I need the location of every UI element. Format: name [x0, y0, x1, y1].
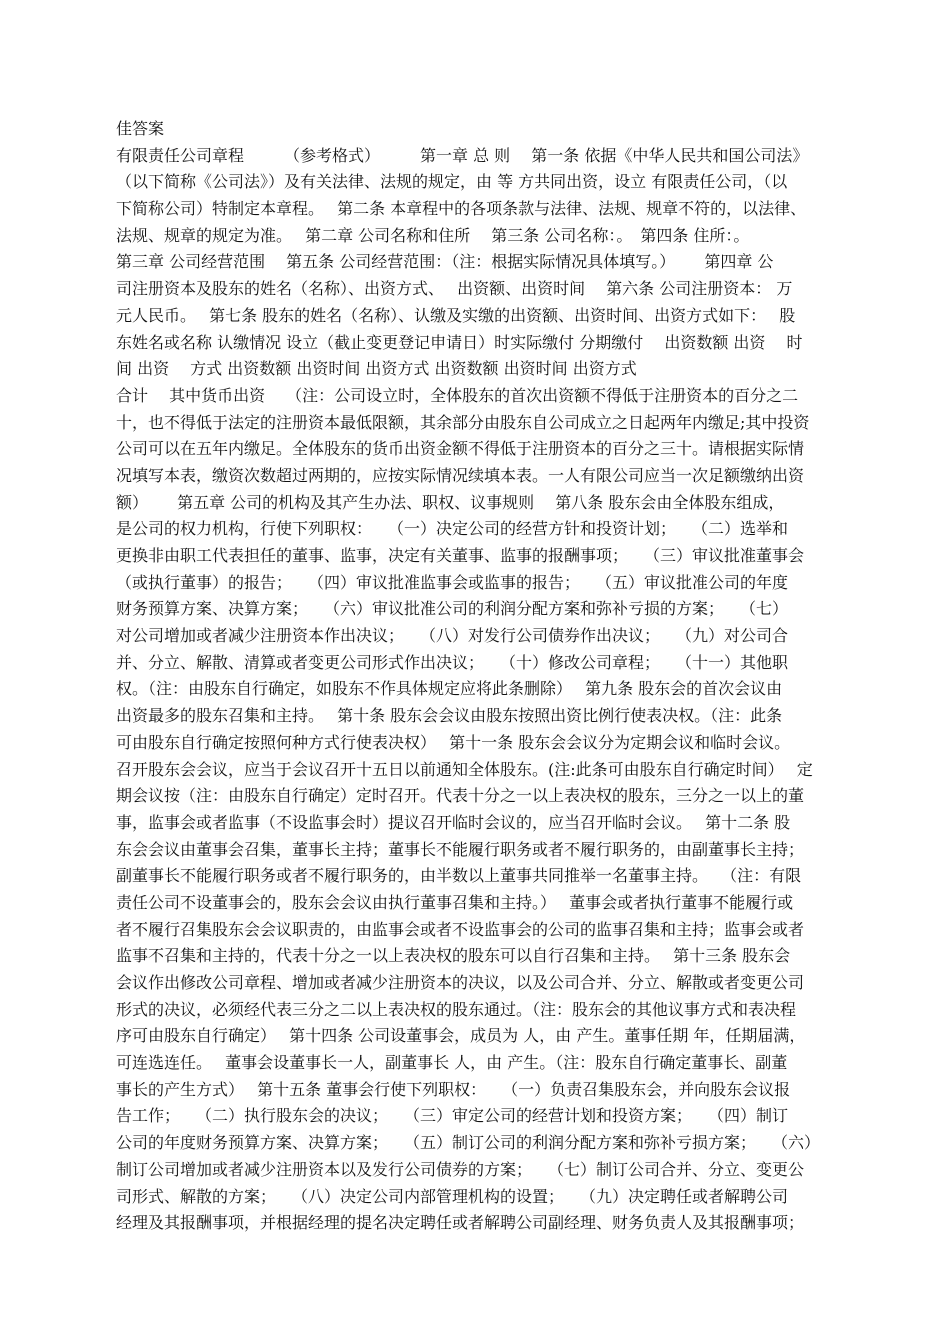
document-line: 额） 第五章 公司的机构及其产生办法、职权、议事规则 第八条 股东会由全体股东组成，	[116, 492, 785, 512]
document-line: 司形式、解散的方案； （八）决定公司内部管理机构的设置； （九）决定聘任或者解聘公司	[116, 1186, 789, 1206]
document-line: 会议作出修改公司章程、增加或者减少注册资本的决议，以及公司合并、分立、解散或者变更公司	[116, 973, 805, 992]
document-line: 况填写本表，缴资次数超过两期的，应按实际情况续填本表。一人有限公司应当一次足额缴纳出资	[116, 465, 805, 485]
document-line: 法规、规章的规定为准。 第二章 公司名称和住所 第三条 公司名称：。 第四条 住所：。	[116, 225, 750, 245]
document-line: 合计 其中货币出资 （注：公司设立时，全体股东的首次出资额不得低于注册资本的百分之二	[116, 385, 799, 405]
document-line: 下简称公司）特制定本章程。 第二条 本章程中的各项条款与法律、法规、规章不符的，以法律、	[116, 199, 807, 219]
document-line: 公司的年度财务预算方案、决算方案； （五）制订公司的利润分配方案和弥补亏损方案； （六）	[116, 1133, 821, 1153]
document-line: 并、分立、解散、清算或者变更公司形式作出决议； （十）修改公司章程； （十一）其他职	[116, 652, 789, 672]
document-line: 监事不召集和主持的，代表十分之一以上表决权的股东可以自行召集和主持。 第十三条 股东会	[116, 946, 791, 966]
document-line: 制订公司增加或者减少注册资本以及发行公司债券的方案； （七）制订公司合并、分立、变更公	[116, 1159, 805, 1179]
document-line: 告工作； （二）执行股东会的决议； （三）审定公司的经营计划和投资方案； （四）制订	[116, 1106, 789, 1126]
document-line: 可连选连任。 董事会设董事长一人，副董事长 人，由 产生。（注：股东自行确定董事长、副董	[116, 1053, 788, 1073]
document-line: 经理及其报酬事项，并根据经理的提名决定聘任或者解聘公司副经理、财务负责人及其报酬事项；	[116, 1213, 805, 1233]
document-line: 司注册资本及股东的姓名（名称）、出资方式、 出资额、出资时间 第六条 公司注册资本： 万	[116, 279, 793, 299]
document-line: 召开股东会会议，应当于会议召开十五日以前通知全体股东。(注:此条可由股东自行确定时间） 定	[116, 759, 813, 779]
document-line: 可由股东自行确定按照何种方式行使表决权） 第十一条 股东会会议分为定期会议和临时会议。	[116, 732, 791, 752]
document-line: 副董事长不能履行职务或者不履行职务的，由半数以上董事共同推举一名董事主持。 （注：有限	[116, 866, 802, 886]
document-line: 十，也不得低于法定的注册资本最低限额，其余部分由股东自公司成立之日起两年内缴足;其中投资	[116, 412, 810, 432]
document-line: 第三章 公司经营范围 第五条 公司经营范围：（注：根据实际情况具体填写。） 第四章 公	[116, 252, 774, 272]
document-line: 更换非由职工代表担任的董事、监事，决定有关董事、监事的报酬事项； （三）审议批准董事会	[116, 546, 805, 565]
document-line: 出资最多的股东召集和主持。 第十条 股东会会议由股东按照出资比例行使表决权。（注：此条	[116, 706, 783, 726]
document-line: 有限责任公司章程 （参考格式） 第一章 总 则 第一条 依据《中华人民共和国公司法》	[116, 145, 809, 165]
document-line: 东姓名或名称 认缴情况 设立（截止变更登记申请日）时实际缴付 分期缴付 出资数额 出资 时	[116, 332, 803, 352]
document-body	[116, 143, 840, 1237]
document-line: 形式的决议，必须经代表三分之二以上表决权的股东通过。（注：股东会的其他议事方式和表决程	[116, 999, 797, 1019]
document-line: 责任公司不设董事会的，股东会会议由执行董事召集和主持。） 董事会或者执行董事不能履行或	[116, 892, 794, 912]
document-header: 佳答案	[116, 119, 165, 138]
document-line: 者不履行召集股东会会议职责的，由监事会或者不设监事会的公司的监事召集和主持；监事会或者	[116, 919, 805, 939]
document-line: 间 出资 方式 出资数额 出资时间 出资方式 出资数额 出资时间 出资方式	[116, 359, 637, 379]
document-line: 序可由股东自行确定） 第十四条 公司设董事会，成员为 人，由 产生。董事任期 年，任期届满，	[116, 1026, 806, 1046]
document-line: 对公司增加或者减少注册资本作出决议； （八）对发行公司债券作出决议； （九）对公司合	[116, 626, 789, 646]
document-line: （以下简称《公司法》）及有关法律、法规的规定，由 等 方共同出资，设立 有限责任公司，（以	[116, 172, 788, 192]
document-line: 期会议按（注：由股东自行确定）定时召开。代表十分之一以上表决权的股东，三分之一以上的董	[116, 786, 805, 806]
document-line: 是公司的权力机构，行使下列职权： （一）决定公司的经营方针和投资计划； （二）选举和	[116, 519, 789, 539]
document-line: 财务预算方案、决算方案； （六）审议批准公司的利润分配方案和弥补亏损的方案； （七）	[116, 599, 789, 619]
document-line: 东会会议由董事会召集，董事长主持；董事长不能履行职务或者不履行职务的，由副董事长主持；	[116, 839, 805, 859]
document-line: 事长的产生方式） 第十五条 董事会行使下列职权： （一）负责召集股东会，并向股东会议报	[116, 1079, 791, 1099]
document-line: 公司可以在五年内缴足。全体股东的货币出资金额不得低于注册资本的百分之三十。请根据实际情	[116, 439, 805, 459]
document-line: 权。（注：由股东自行确定，如股东不作具体规定应将此条删除） 第九条 股东会的首次会议由	[116, 679, 783, 699]
document-line: 元人民币。 第七条 股东的姓名（名称）、认缴及实缴的出资额、出资时间、出资方式如下： 股	[116, 305, 796, 325]
document-line: 事，监事会或者监事（不设监事会时）提议召开临时会议的，应当召开临时会议。 第十二条 股	[116, 812, 791, 832]
document-line: （或执行董事）的报告； （四）审议批准监事会或监事的报告； （五）审议批准公司的年度	[116, 572, 789, 592]
